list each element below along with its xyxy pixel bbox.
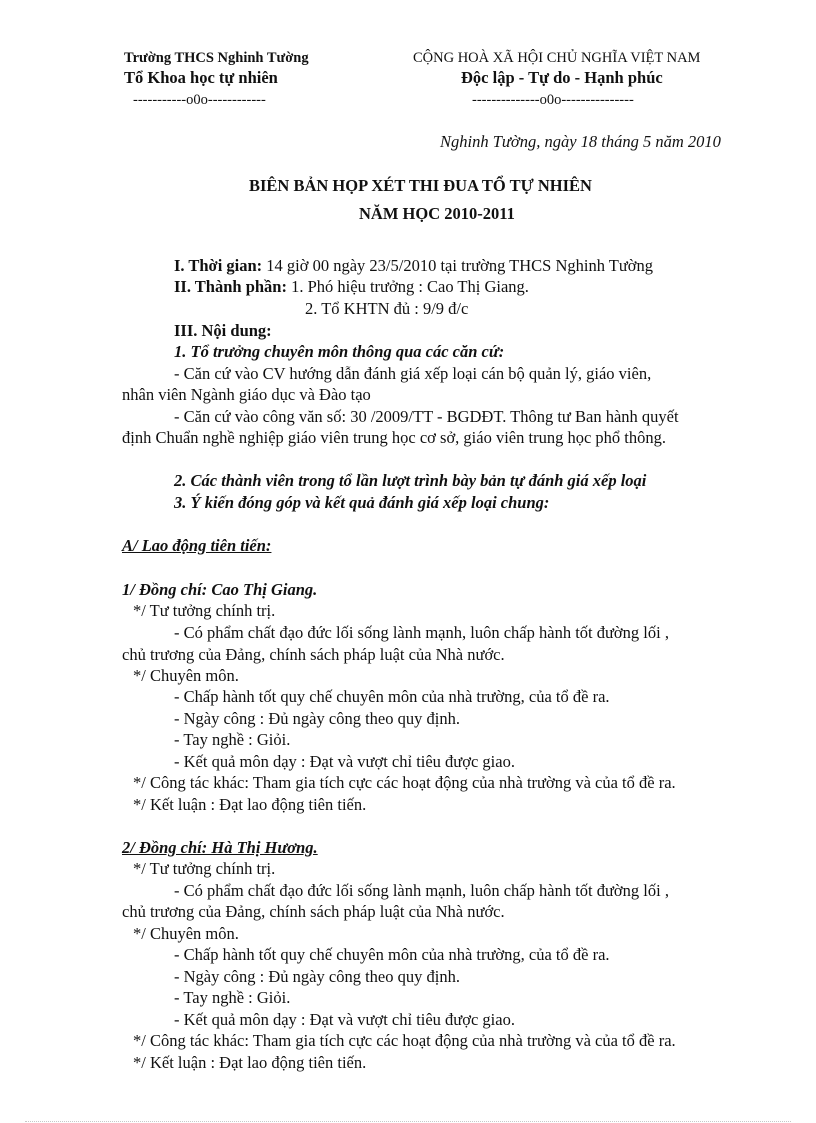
member-1-ethics-b: chủ trương của Đảng, chính sách pháp luật của Nhà nước. [122, 645, 505, 664]
basis-2a: - Căn cứ vào công văn số: 30 /2009/TT - BGDĐT. Thông tư Ban hành quyết [174, 407, 679, 426]
national-motto: Độc lập - Tự do - Hạnh phúc [461, 68, 663, 87]
member-1-skill: - Tay nghề : Giỏi. [174, 730, 291, 749]
school-year-title: NĂM HỌC 2010-2011 [359, 204, 515, 223]
time-label: I. Thời gian: [174, 256, 263, 275]
date-line: Nghinh Tường, ngày 18 tháng 5 năm 2010 [440, 132, 721, 151]
member-2-conclusion: */ Kết luận : Đạt lao động tiên tiến. [133, 1053, 367, 1072]
content-sub3: 3. Ý kiến đóng góp và kết quả đánh giá xếp loại chung: [174, 493, 550, 512]
member-2-other: */ Công tác khác: Tham gia tích cực các hoạt động của nhà trường và của tổ đề ra. [133, 1031, 676, 1050]
member-1-conclusion: */ Kết luận : Đạt lao động tiên tiến. [133, 795, 367, 814]
basis-1b: nhân viên Ngành giáo dục và Đào tạo [122, 385, 371, 404]
department-name: Tổ Khoa học tự nhiên [124, 68, 278, 87]
right-separator: --------------o0o--------------- [472, 92, 634, 108]
member-2-days: - Ngày công : Đủ ngày công theo quy định. [174, 967, 460, 986]
member-2-ethics-b: chủ trương của Đảng, chính sách pháp luật của Nhà nước. [122, 902, 505, 921]
member-1-rules: - Chấp hành tốt quy chế chuyên môn của nhà trường, của tổ đề ra. [174, 687, 610, 706]
republic-name: CỘNG HOÀ XÃ HỘI CHỦ NGHĨA VIỆT NAM [413, 50, 701, 66]
member-1-days: - Ngày công : Đủ ngày công theo quy định. [174, 709, 460, 728]
time-text: 14 giờ 00 ngày 23/5/2010 tại trường THCS Nghinh Tường [266, 256, 654, 275]
basis-2b: định Chuẩn nghề nghiệp giáo viên trung học cơ sở, giáo viên trung học phổ thông. [122, 428, 666, 447]
participants-line [174, 277, 529, 297]
member-1-other: */ Công tác khác: Tham gia tích cực các hoạt động của nhà trường và của tổ đề ra. [133, 773, 676, 792]
left-separator: -----------o0o------------ [133, 92, 266, 108]
participant-item-2: 2. Tổ KHTN đủ : 9/9 đ/c [305, 299, 469, 318]
time-line [174, 256, 653, 276]
basis-1a: - Căn cứ vào CV hướng dẫn đánh giá xếp loại cán bộ quản lý, giáo viên, [174, 364, 652, 383]
content-label: III. Nội dung: [174, 321, 272, 340]
member-2-politics: */ Tư tưởng chính trị. [133, 859, 276, 878]
member-2-rules: - Chấp hành tốt quy chế chuyên môn của nhà trường, của tổ đề ra. [174, 945, 610, 964]
member-1-heading: 1/ Đồng chí: Cao Thị Giang. [122, 580, 318, 599]
member-1-ethics-a: - Có phẩm chất đạo đức lối sống lành mạnh, luôn chấp hành tốt đường lối , [174, 623, 669, 642]
page-bottom-divider [25, 1121, 791, 1122]
member-2-heading: 2/ Đồng chí: Hà Thị Hương. [122, 838, 318, 857]
content-sub2: 2. Các thành viên trong tổ lần lượt trình bày bản tự đánh giá xếp loại [174, 471, 647, 490]
member-2-expertise: */ Chuyên môn. [133, 924, 239, 943]
member-1-politics: */ Tư tưởng chính trị. [133, 601, 276, 620]
part-a-heading: A/ Lao động tiên tiến: [122, 536, 272, 555]
member-1-result: - Kết quả môn dạy : Đạt và vượt chỉ tiêu được giao. [174, 752, 515, 771]
participants-label: II. Thành phần: [174, 277, 287, 296]
school-name: Trường THCS Nghinh Tường [124, 50, 309, 66]
participant-item-1: 1. Phó hiệu trưởng : Cao Thị Giang. [291, 277, 529, 296]
document-title: BIÊN BẢN HỌP XÉT THI ĐUA TỔ TỰ NHIÊN [249, 176, 592, 195]
content-sub1: 1. Tổ trưởng chuyên môn thông qua các căn cứ: [174, 342, 505, 361]
member-2-ethics-a: - Có phẩm chất đạo đức lối sống lành mạnh, luôn chấp hành tốt đường lối , [174, 881, 669, 900]
member-2-skill: - Tay nghề : Giỏi. [174, 988, 291, 1007]
member-2-result: - Kết quả môn dạy : Đạt và vượt chỉ tiêu được giao. [174, 1010, 515, 1029]
member-1-expertise: */ Chuyên môn. [133, 666, 239, 685]
